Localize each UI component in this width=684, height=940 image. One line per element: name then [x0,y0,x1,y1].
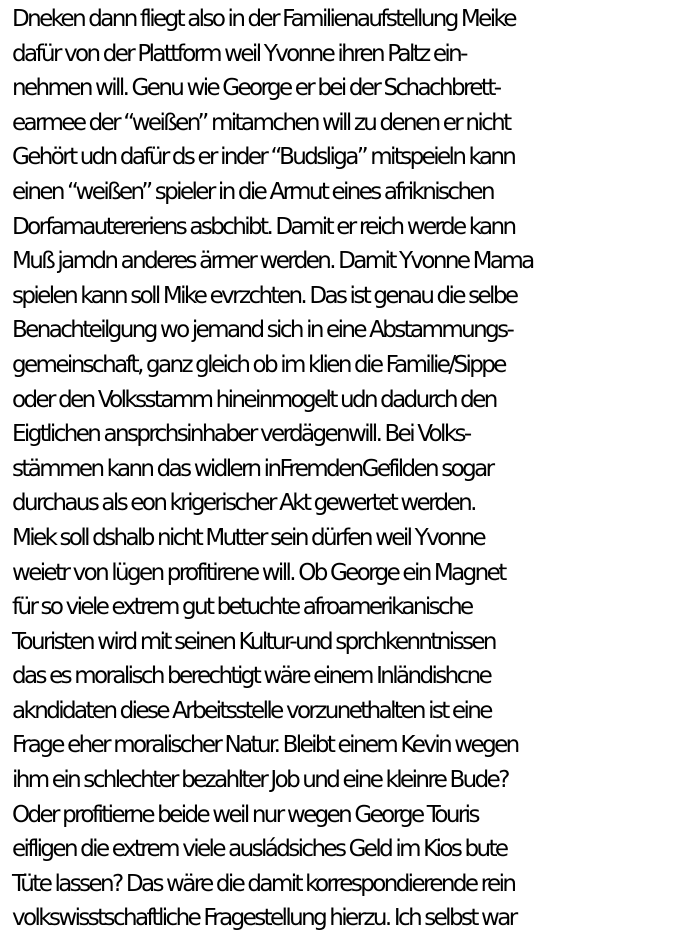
text-line: oder den Volksstamm hineinmogelt udn dadurch den [12,386,496,413]
text-line: für so viele extrem gut betuchte afroamerikanische [12,594,472,621]
text-line: gemeinschaft, ganz gleich ob im klien die Familie/Sippe [12,351,505,378]
text-line: akndidaten diese Arbeitsstelle vorzunethalten ist eine [12,697,491,724]
text-line: spielen kann soll Mike evrzchten. Das ist genau die selbe [12,282,517,309]
text-line: Gehört udn dafür ds er inder “Budsliga” mitspeieln kann [12,144,515,171]
text-line: dafür von der Plattform weil Yvonne ihren Paltz ein- [12,40,466,67]
text-line: Miek soll dshalb nicht Mutter sein dürfen weil Yvonne [12,524,485,551]
text-line: Dneken dann fliegt also in der Familienaufstellung Meike [12,6,515,32]
text-line: Touristen wird mit seinen Kultur-und sprchkenntnissen [12,628,495,655]
body-text [12,2,682,936]
text-line: Tüte lassen? Das wäre die damit korrespondierende rein [12,870,515,897]
text-line: nehmen will. Genu wie George er bei der Schachbrett- [12,75,500,102]
text-line: weietr von lügen profitirene will. Ob George ein Magnet [12,559,505,586]
text-line: durchaus als eon krigerischer Akt gewertet werden. [12,490,475,517]
text-line: Frage eher moralischer Natur. Bleibt einem Kevin wegen [12,732,518,759]
text-line: das es moralisch berechtigt wäre einem Inländishcne [12,663,491,690]
text-line: Eigtlichen ansprchsinhaber verdägenwill. Bei Volks- [12,421,470,448]
text-line: Benachteilgung wo jemand sich in eine Abstammungs- [12,317,513,344]
text-line: einen “weißen” spieler in die Armut eines afriknischen [12,178,493,205]
text-line: ihm ein schlechter bezahlter Job und eine kleinre Bude? [12,767,508,794]
text-line: Muß jamdn anderes ärmer werden. Damit Yvonne Mama [12,248,533,275]
text-line: Oder profitierne beide weil nur wegen George Touris [12,801,478,828]
text-line: stämmen kann das widlern inFremdenGefilden sogar [12,455,493,482]
text-line: Dorfamautereriens asbchibt. Damit er reich werde kann [12,213,515,240]
text-line: earmee der “weißen” mitamchen will zu denen er nicht [12,109,510,136]
text-line: volkswisstschaftliche Fragestellung hierzu. Ich selbst war [12,905,516,932]
text-line: eifligen die extrem viele ausládsiches Geld im Kios bute [12,836,507,863]
